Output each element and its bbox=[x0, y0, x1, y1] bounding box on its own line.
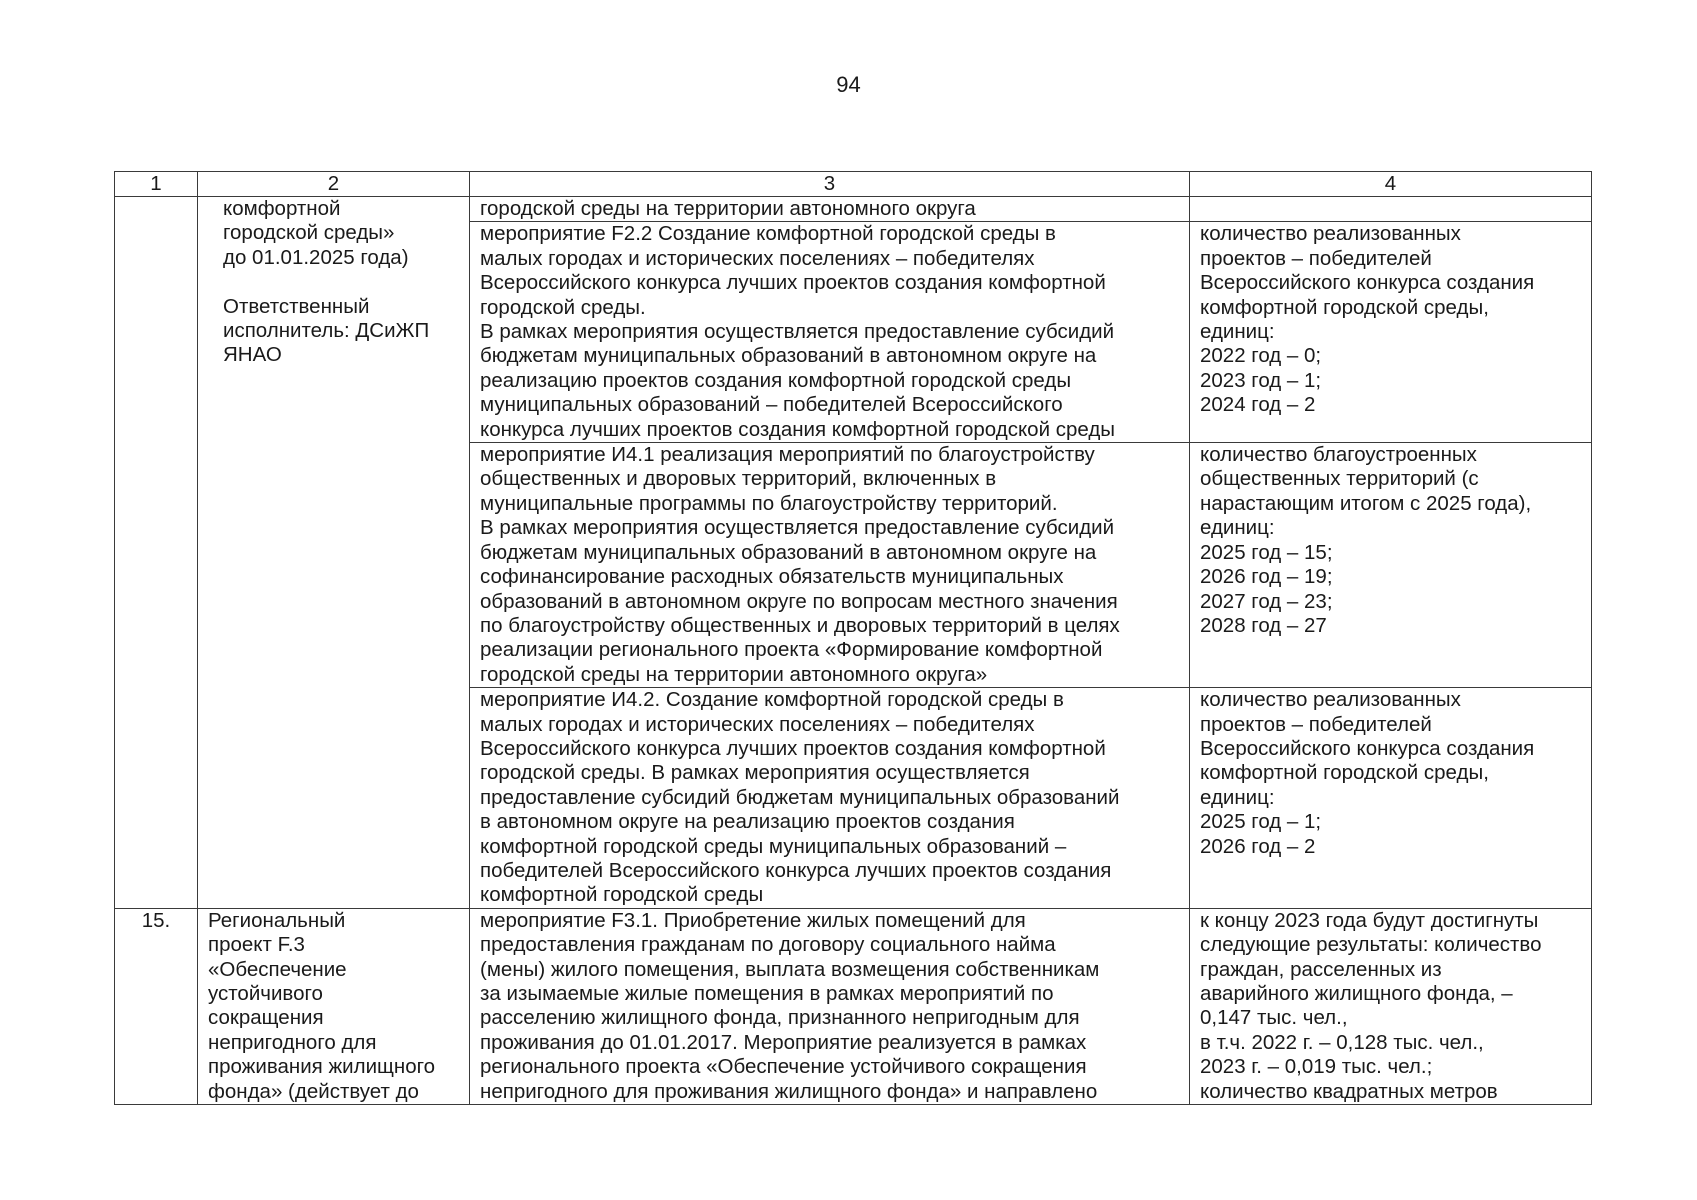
result-line: комфортной городской среды, bbox=[1200, 295, 1489, 319]
description-line: мероприятие F2.2 Создание комфортной городской среды в bbox=[480, 222, 1056, 246]
description-line: непригодного для проживания жилищного фонда» и направлено bbox=[480, 1079, 1098, 1103]
result-line: граждан, расселенных из bbox=[1200, 957, 1442, 981]
project-name-line: Региональный bbox=[208, 908, 346, 932]
project-name-line: фонда» (действует до bbox=[208, 1079, 419, 1103]
project-name-line: комфортной bbox=[223, 197, 341, 220]
project-name-line: непригодного для bbox=[208, 1030, 377, 1054]
description-line: софинансирование расходных обязательств муниципальных bbox=[480, 565, 1064, 589]
project-name-line: «Обеспечение bbox=[208, 957, 347, 981]
result-line: следующие результаты: количество bbox=[1200, 933, 1542, 957]
description-line: общественных и дворовых территорий, включенных в bbox=[480, 467, 997, 491]
result-line: 2025 год – 1; bbox=[1200, 810, 1322, 834]
result-line: единиц: bbox=[1200, 320, 1275, 344]
description-line: реализации регионального проекта «Формирование комфортной bbox=[480, 638, 1103, 662]
description-line: предоставления гражданам по договору социального найма bbox=[480, 933, 1056, 957]
description-line: малых городах и исторических поселениях – победителях bbox=[480, 712, 1035, 736]
result-line: количество реализованных bbox=[1200, 222, 1461, 246]
measure-description-cell bbox=[470, 443, 1190, 688]
description-line: муниципальных образований – победителей Всероссийского bbox=[480, 393, 1063, 417]
result-line: комфортной городской среды, bbox=[1200, 761, 1489, 785]
description-line: городской среды на территории автономного округа» bbox=[480, 662, 988, 686]
description-line: регионального проекта «Обеспечение устойчивого сокращения bbox=[480, 1055, 1087, 1079]
description-line: мероприятие F3.1. Приобретение жилых помещений для bbox=[480, 908, 1026, 932]
measure-result-cell bbox=[1190, 197, 1592, 222]
row-number-cell: 15. bbox=[115, 908, 198, 1104]
description-line: за изымаемые жилые помещения в рамках мероприятий по bbox=[480, 982, 1054, 1005]
result-line: 2026 год – 19; bbox=[1200, 565, 1333, 589]
description-line: предоставление субсидий бюджетам муниципальных образований bbox=[480, 785, 1120, 809]
page-number: 94 bbox=[836, 72, 861, 97]
description-line: Всероссийского конкурса лучших проектов создания комфортной bbox=[480, 271, 1106, 295]
responsible-line: ЯНАО bbox=[223, 343, 282, 367]
description-line: городской среды. bbox=[480, 295, 646, 319]
description-line: муниципальные программы по благоустройству территорий. bbox=[480, 491, 1058, 515]
description-line: реализацию проектов создания комфортной городской среды bbox=[480, 368, 1072, 392]
description-line: в автономном округе на реализацию проектов создания bbox=[480, 810, 1015, 834]
program-measures-table bbox=[114, 171, 1592, 1105]
table-row bbox=[115, 908, 1592, 1104]
project-name-line: до 01.01.2025 года) bbox=[223, 245, 409, 269]
result-line: проектов – победителей bbox=[1200, 712, 1432, 736]
result-line: 2024 год – 2 bbox=[1200, 393, 1316, 417]
description-line: бюджетам муниципальных образований в автономном округе на bbox=[480, 540, 1097, 564]
responsible-line: исполнитель: ДСиЖП bbox=[223, 319, 430, 343]
measure-description-cell bbox=[470, 908, 1190, 1104]
result-line: проектов – победителей bbox=[1200, 246, 1432, 270]
project-name-line: городской среды» bbox=[223, 221, 395, 245]
description-line: комфортной городской среды bbox=[480, 883, 764, 907]
result-line: 2028 год – 27 bbox=[1200, 613, 1327, 637]
measure-description-cell bbox=[470, 688, 1190, 909]
description-line: мероприятие И4.2. Создание комфортной городской среды в bbox=[480, 688, 1064, 712]
project-name-line: устойчивого bbox=[208, 982, 323, 1005]
description-line: В рамках мероприятия осуществляется предоставление субсидий bbox=[480, 516, 1115, 540]
description-line: мероприятие И4.1 реализация мероприятий по благоустройству bbox=[480, 443, 1095, 467]
header-cell-1: 1 bbox=[115, 172, 198, 197]
project-name-line: проект F.3 bbox=[208, 933, 305, 957]
header-cell-4: 4 bbox=[1190, 172, 1592, 197]
result-line: 2025 год – 15; bbox=[1200, 540, 1333, 564]
description-line: конкурса лучших проектов создания комфортной городской среды bbox=[480, 417, 1116, 441]
result-line: 2022 год – 0; bbox=[1200, 344, 1322, 368]
result-line: 2023 год – 1; bbox=[1200, 368, 1322, 392]
measure-description-cell bbox=[470, 222, 1190, 443]
description-line: победителей Всероссийского конкурса лучших проектов создания bbox=[480, 858, 1112, 882]
description-line: городской среды на территории автономного округа bbox=[480, 197, 976, 220]
project-name-cell bbox=[198, 197, 470, 909]
project-name-line: проживания жилищного bbox=[208, 1055, 436, 1079]
result-line: 0,147 тыс. чел., bbox=[1200, 1006, 1348, 1030]
measure-result-cell bbox=[1190, 222, 1592, 443]
project-name-line: сокращения bbox=[208, 1006, 324, 1030]
result-line: единиц: bbox=[1200, 516, 1275, 540]
measure-result-cell bbox=[1190, 908, 1592, 1104]
responsible-line: Ответственный bbox=[223, 294, 370, 318]
result-line: количество квадратных метров bbox=[1200, 1079, 1498, 1103]
table-row bbox=[115, 197, 1592, 222]
result-line: к концу 2023 года будут достигнуты bbox=[1200, 908, 1539, 932]
description-line: бюджетам муниципальных образований в автономном округе на bbox=[480, 344, 1097, 368]
description-line: образований в автономном округе по вопросам местного значения bbox=[480, 589, 1118, 613]
description-line: по благоустройству общественных и дворовых территорий в целях bbox=[480, 613, 1120, 637]
result-line: количество благоустроенных bbox=[1200, 443, 1477, 467]
measure-description-cell bbox=[470, 197, 1190, 222]
result-line: 2023 г. – 0,019 тыс. чел.; bbox=[1200, 1055, 1433, 1079]
result-line: количество реализованных bbox=[1200, 688, 1461, 712]
result-line: аварийного жилищного фонда, – bbox=[1200, 982, 1513, 1005]
result-line: общественных территорий (с bbox=[1200, 467, 1479, 491]
header-cell-3: 3 bbox=[470, 172, 1190, 197]
result-line: 2027 год – 23; bbox=[1200, 589, 1333, 613]
measure-result-cell bbox=[1190, 443, 1592, 688]
result-line: нарастающим итогом с 2025 года), bbox=[1200, 491, 1532, 515]
description-line: расселению жилищного фонда, признанного непригодным для bbox=[480, 1006, 1080, 1030]
result-line: единиц: bbox=[1200, 785, 1275, 809]
result-line: Всероссийского конкурса создания bbox=[1200, 736, 1535, 760]
header-cell-2: 2 bbox=[198, 172, 470, 197]
result-line: Всероссийского конкурса создания bbox=[1200, 271, 1535, 295]
description-line: комфортной городской среды муниципальных образований – bbox=[480, 834, 1067, 858]
description-line: проживания до 01.01.2017. Мероприятие реализуется в рамках bbox=[480, 1030, 1087, 1054]
result-line: 2026 год – 2 bbox=[1200, 834, 1316, 858]
description-line: городской среды. В рамках мероприятия осуществляется bbox=[480, 761, 1030, 785]
description-line: малых городах и исторических поселениях – победителях bbox=[480, 246, 1035, 270]
result-line: в т.ч. 2022 г. – 0,128 тыс. чел., bbox=[1200, 1030, 1484, 1054]
measure-result-cell bbox=[1190, 688, 1592, 909]
table-header-row bbox=[115, 172, 1592, 197]
description-line: (мены) жилого помещения, выплата возмещения собственникам bbox=[480, 957, 1100, 981]
description-line: В рамках мероприятия осуществляется предоставление субсидий bbox=[480, 320, 1115, 344]
project-name-cell bbox=[198, 908, 470, 1104]
row-number-cell bbox=[115, 197, 198, 909]
description-line: Всероссийского конкурса лучших проектов создания комфортной bbox=[480, 736, 1106, 760]
